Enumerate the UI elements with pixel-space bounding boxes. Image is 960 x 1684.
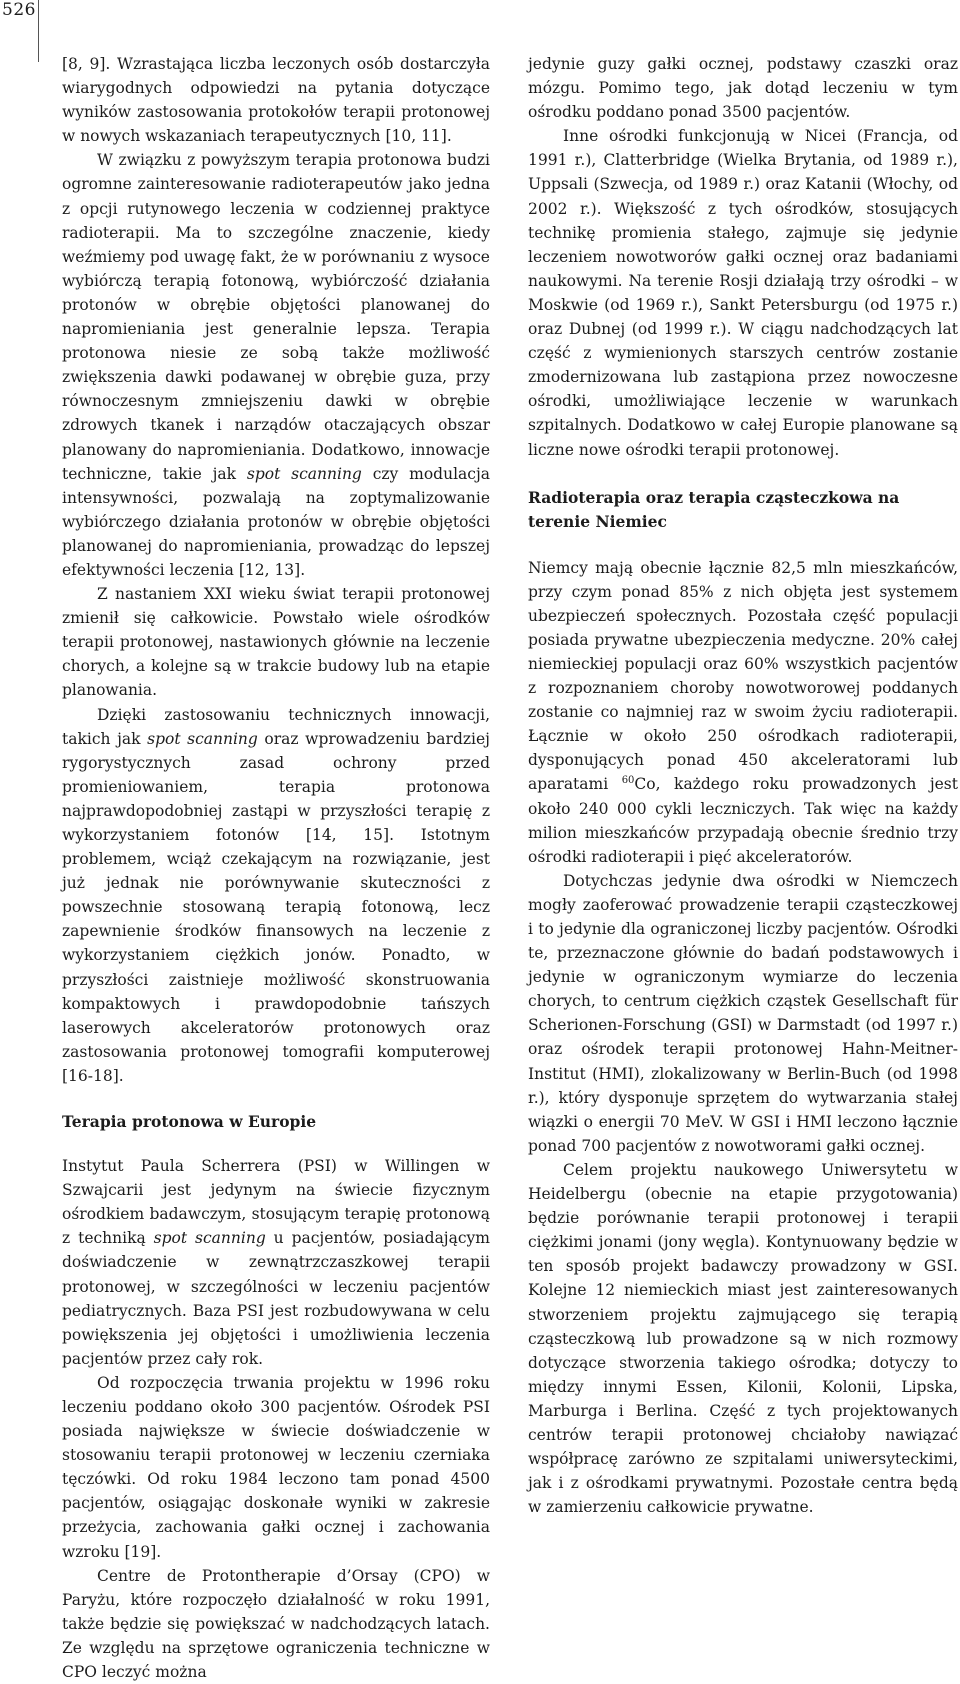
text-run: Instytut Paula Scherrera (PSI) w Willingen w Szwajcarii jest jedynym na świecie fizycznym ośrodkiem badawczym, stosującym terapię protonową z techniką	[62, 1157, 490, 1248]
left-column	[62, 52, 490, 1684]
text-run: W związku z powyższym terapia protonowa budzi ogromne zainteresowanie radioterapeutów jako jedna z opcji rutynowego leczenia w codziennej praktyce radioterapii. Ma to szczególne znaczenie, kiedy weźmiemy pod uwagę fakt, że w porównaniu z wysoce wybiórczą terapią fotonową, wybiórczość działania protonów w obrębie objętości planowanej do napromieniania jest generalnie lepsza. Terapia protonowa niesie ze sobą także możliwość zwiększenia dawki podawanej w obrębie guza, przy równoczesnym zmniejszeniu dawki w obrębie zdrowych tkanek i narządów otaczających obszar planowany do napromieniania. Dodatkowo, innowacje techniczne, takie jak	[62, 151, 490, 483]
paragraph: [8, 9]. Wzrastająca liczba leczonych osób dostarczyła wiarygodnych odpowiedzi na pytania dotyczące wyników zastosowania protokołów terapii protonowej w nowych wskazaniach terapeutycznych [10, 11].	[62, 55, 490, 146]
italic-term: spot scanning	[246, 464, 362, 483]
text-run: oraz wprowadzeniu bardziej rygorystycznych zasad ochrony przed promieniowaniem, terapia protonowa najprawdopodobniej zastąpi w przyszłości terapię z wykorzystaniem fotonów [14, 15]. Istotnym problemem, wciąż czekającym na rozwiązanie, jest już jednak nie porównywanie skuteczności z powszechnie stosowaną terapią fotonową, lecz zapewnienie środków finansowych na leczenie z wykorzystaniem ciężkich jonów. Ponadto, w przyszłości zaistnieje możliwość skonstruowania kompaktowych i prawdopodobnie tańszych laserowych akceleratorów protonowych oraz zastosowania protonowej tomografii komputerowej [16-18].	[62, 729, 490, 1085]
paragraph	[528, 556, 958, 869]
paragraph: Od rozpoczęcia trwania projektu w 1996 roku leczeniu poddano około 300 pacjentów. Ośrodek PSI posiada największe w świecie doświadczenie w stosowaniu terapii protonowej w leczeniu czerniaka tęczówki. Od roku 1984 leczono tam ponad 4500 pacjentów, osiągając doskonałe wyniki w zakresie przeżycia, zachowania gałki ocznej i zachowania wzroku [19].	[62, 1373, 490, 1561]
italic-term: spot scanning	[147, 729, 258, 748]
paragraph: Dotychczas jedynie dwa ośrodki w Niemczech mogły zaoferować prowadzenie terapii cząsteczkowej i to jedynie dla ograniczonej liczby pacjentów. Ośrodki te, przeznaczone głównie do badań podstawowych i jedynie w ograniczonym wymiarze do leczenia chorych, to centrum ciężkich cząstek Gesellschaft für Scherionen-Forschung (GSI) w Darmstadt (od 1997 r.) oraz ośrodek terapii protonowej Hahn-Meitner-Institut (HMI), zlokalizowany w Berlin-Buch (od 1998 r.), który dysponuje sprzętem do wytwarzania stałej wiązki o energii 70 MeV. W GSI i HMI leczono łącznie ponad 700 pacjentów z nowotworami gałki ocznej.	[528, 871, 958, 1155]
paragraph: Inne ośrodki funkcjonują w Nicei (Francja, od 1991 r.), Clatterbridge (Wielka Brytania, od 1989 r.), Uppsali (Szwecja, od 1989 r.) oraz Katanii (Włochy, od 2002 r.). Większość z tych ośrodków, stosujących technikę promienia stałego, zajmuje się jedynie leczeniem nowotworów gałki ocznej oraz badaniami naukowymi. Na terenie Rosji działają trzy ośrodki – w Moskwie (od 1969 r.), Sankt Petersburgu (od 1975 r.) oraz Dubnej (od 1999 r.). W ciągu nadchodzących lat część z wymienionych starszych centrów zostanie zmodernizowana lub zastąpiona przez nowoczesne ośrodki, umożliwiające leczenie w warunkach szpitalnych. Dodatkowo w całej Europie planowane są liczne nowe ośrodki terapii protonowej.	[528, 127, 958, 459]
text-run: u pacjentów, posiadającym doświadczenie w zewnątrzczaszkowej terapii protonowej, w szczególności w leczeniu pacjentów pediatrycznych. Baza PSI jest rozbudowywana w celu powiększenia jej objętości i umożliwienia leczenia pacjentów przez cały rok.	[62, 1229, 490, 1368]
text-run: Dzięki zastosowaniu technicznych innowacji, takich jak	[62, 705, 490, 748]
paragraph: jedynie guzy gałki ocznej, podstawy czaszki oraz mózgu. Pomimo tego, jak dotąd leczeniu w tym ośrodku poddano ponad 3500 pacjentów.	[528, 55, 958, 122]
paragraph	[62, 1154, 490, 1371]
section-heading: Radioterapia oraz terapia cząsteczkowa na terenie Niemiec	[528, 487, 900, 531]
margin-rule	[38, 0, 39, 62]
text-run: czy modulacja intensywności, pozwalają na zoptymalizowanie wybiórczego działania protonów w obrębie objętości planowanej do napromieniania, prowadząc do lepszej efektywności leczenia [12, 13].	[62, 464, 490, 579]
paragraph	[62, 148, 490, 582]
superscript: 60	[621, 775, 635, 787]
right-column	[528, 52, 958, 1519]
text-run: Niemcy mają obecnie łącznie 82,5 mln mieszkańców, przy czym ponad 85% z nich objęta jest systemem ubezpieczeń społecznych. Pozostała część populacji posiada prywatne ubezpieczenia medyczne. 20% całej niemieckiej populacji oraz 60% wszystkich pacjentów z rozpoznaniem choroby nowotworowej poddanych zostanie co najmniej raz w swoim życiu radioterapii. Łącznie w około 250 ośrodkach radioterapii, dysponujących ponad 450 akceleratorami lub aparatami	[528, 558, 958, 794]
section-heading: Terapia protonowa w Europie	[62, 1112, 317, 1132]
italic-term: spot scanning	[153, 1229, 266, 1248]
paragraph	[62, 703, 490, 1089]
paragraph: Celem projektu naukowego Uniwersytetu w Heidelbergu (obecnie na etapie przygotowania) będzie porównanie terapii protonowej i terapii ciężkimi jonami (jony węgla). Kontynuowany będzie w ten sposób projekt badawczy prowadzony w GSI. Kolejne 12 niemieckich miast jest zainteresowanych stworzeniem projektu zajmującego się terapią cząsteczkową lub prowadzone są w nich rozmowy dotyczące stworzenia takiego ośrodka; dotyczy to między innymi Essen, Kilonii, Kolonii, Lipska, Marburga i Berlina. Część z tych projektowanych centrów terapii protonowej chciałoby nawiązać współpracę zarówno ze szpitalami uniwersyteckimi, jak i z ośrodkami prywatnymi. Pozostałe centra będą w zamierzeniu całkowicie prywatne.	[528, 1160, 958, 1517]
page-number: 526	[2, 0, 36, 20]
paragraph: Centre de Protontherapie d’Orsay (CPO) w Paryżu, które rozpoczęło działalność w roku 1991, także będzie się powiększać w nadchodzących latach. Ze względu na sprzętowe ograniczenia techniczne w CPO leczyć można	[62, 1566, 490, 1681]
paragraph: Z nastaniem XXI wieku świat terapii protonowej zmienił się całkowicie. Powstało wiele ośrodków terapii protonowej, nastawionych głównie na leczenie chorych, a kolejne są w trakcie budowy lub na etapie planowania.	[62, 585, 490, 700]
text-run: Co, każdego roku prowadzonych jest około 240 000 cykli leczniczych. Tak więc na każdy milion mieszkańców przypadają obecnie średnio trzy ośrodki radioterapii i pięć akceleratorów.	[528, 775, 958, 866]
